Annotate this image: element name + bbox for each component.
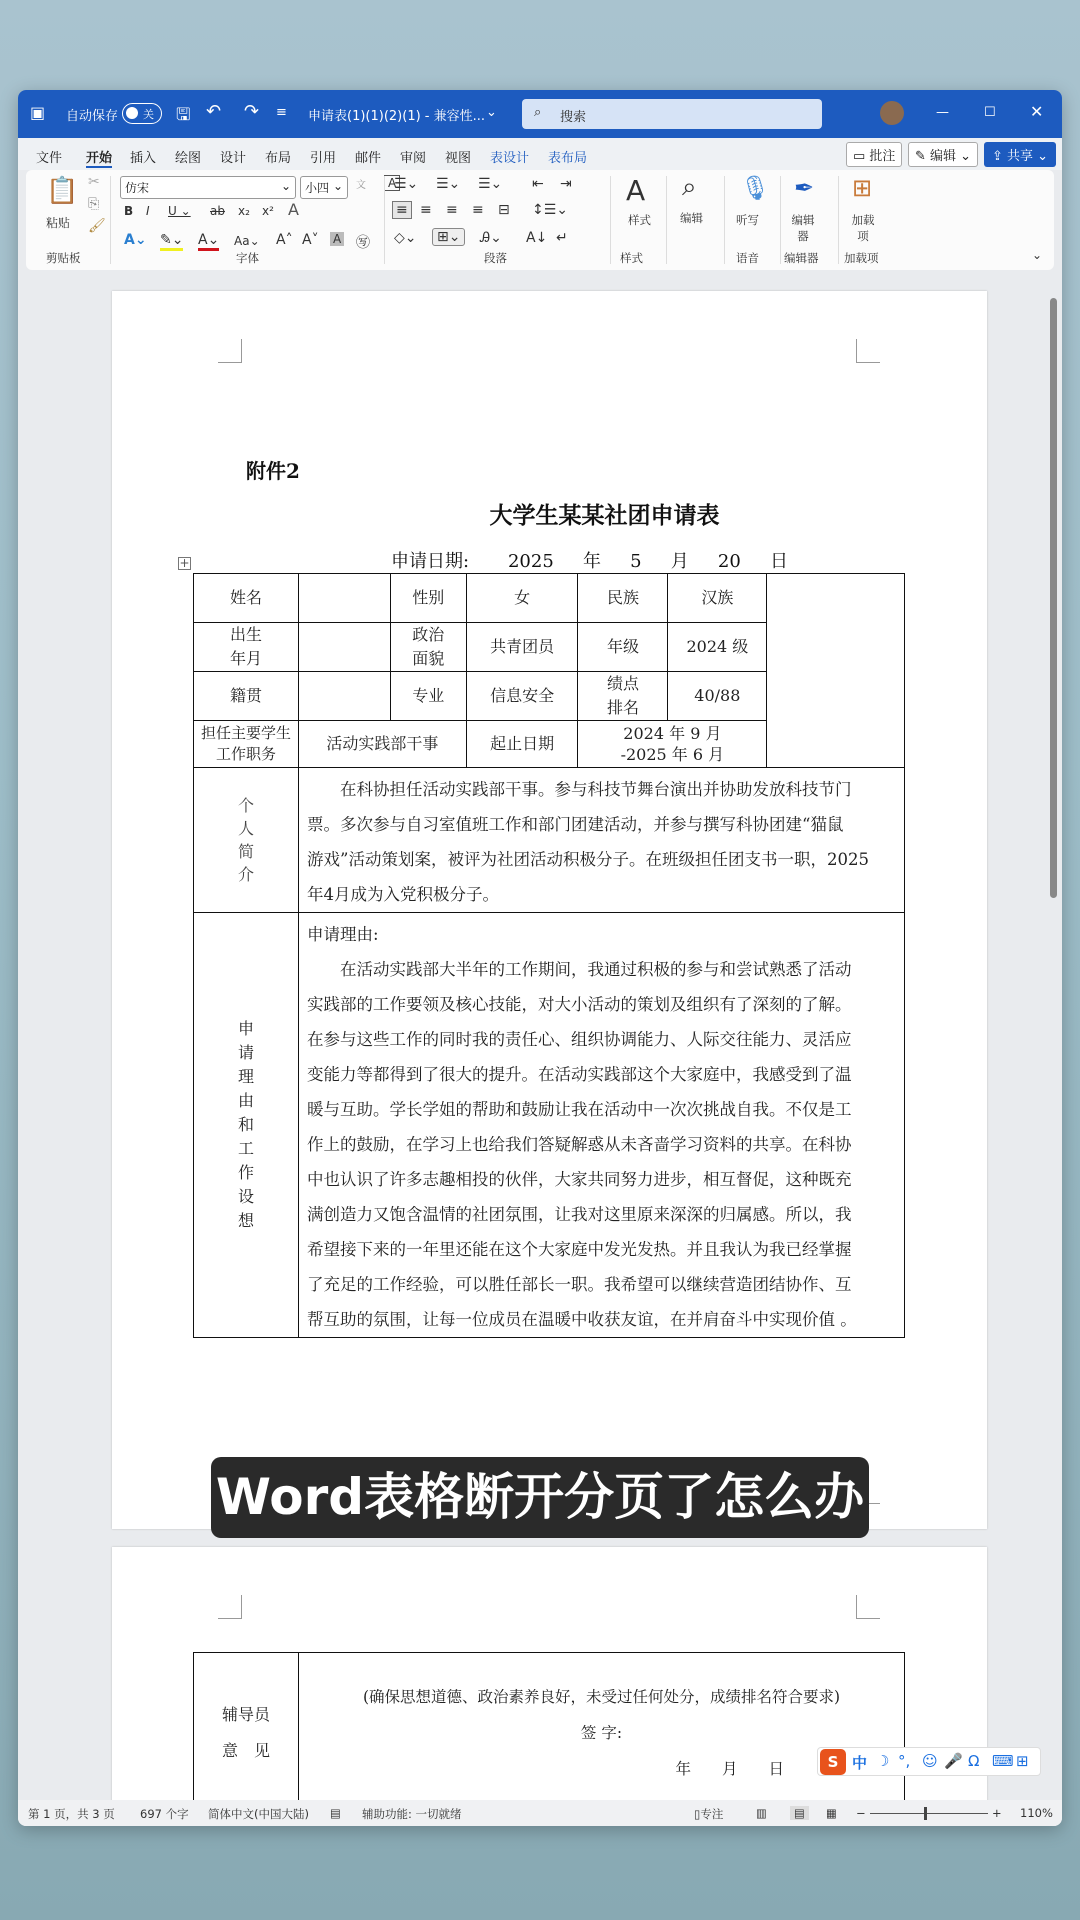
word-logo-icon: ▣ [30,103,46,122]
align-left-icon[interactable]: ≡ [392,201,412,219]
gender-value[interactable]: 女 [466,574,578,623]
ribbon [26,170,1054,270]
asian-layout-icon[interactable]: Ꭿ⌄ [480,230,502,246]
tab-insert[interactable]: 插入 [130,151,157,166]
text-line: 帮互助的氛围，让每一位成员在温暖中收获友谊，在并肩奋斗中实现价值 。 [307,1310,857,1329]
dictate-button[interactable]: 听写 [736,213,759,227]
autosave-label: 自动保存 [66,109,119,124]
tab-review[interactable]: 审阅 [400,151,427,166]
photo-cell[interactable] [767,574,905,768]
counselor-table [193,1652,905,1813]
zoom-slider-thumb[interactable] [924,1807,927,1820]
focus-button[interactable]: ▯专注 [694,1807,724,1821]
web-layout-icon[interactable]: ▦ [826,1806,837,1820]
text-line: 票。多次参与自习室值班工作和部门团建活动，并参与撰写科协团建“猫鼠 [307,815,844,834]
group-font-label: 字体 [236,251,259,265]
table-move-handle-icon[interactable]: + [179,556,190,570]
print-layout-icon[interactable]: ▤ [790,1806,809,1820]
avatar[interactable] [880,101,904,125]
editing-button[interactable]: 编辑 [680,211,703,225]
grow-font-icon[interactable]: A˄ [276,232,293,248]
tab-view[interactable]: 视图 [445,151,472,166]
minimize-icon[interactable]: — [936,105,949,120]
zoom-slider[interactable] [870,1813,988,1814]
tab-home[interactable]: 开始 [86,147,112,168]
video-subtitle: Word表格断开分页了怎么办 [211,1457,869,1538]
superscript-icon[interactable]: x² [262,204,274,218]
show-marks-icon[interactable]: ↵ [556,230,568,246]
bold-icon[interactable]: B [124,204,134,218]
editor-button[interactable]: 编辑器 [791,213,815,243]
find-icon[interactable]: ⌕ [682,172,697,202]
collapse-ribbon-icon[interactable]: ⌄ [1032,248,1043,262]
align-center-icon[interactable]: ≡ [420,202,432,218]
text-line: 变能力等都得到了很大的提升。在活动实践部这个大家庭中，我感受到了温 [307,1065,852,1084]
group-paragraph-label: 段落 [484,251,507,265]
text-line: 了充足的工作经验，可以胜任部长一职。我希望可以继续营造团结协作、互 [307,1275,852,1294]
numbering-icon[interactable]: ☰⌄ [436,176,461,192]
ethnicity-value[interactable]: 汉族 [668,574,767,623]
vertical-scrollbar[interactable] [1047,288,1059,1798]
tab-file[interactable]: 文件 [36,151,63,166]
hometown-value[interactable] [299,672,391,721]
zoom-in-icon[interactable]: + [992,1806,1002,1820]
status-bar [18,1800,1062,1826]
change-case-icon[interactable]: Aa⌄ [234,234,260,248]
distributed-icon[interactable]: ⊟ [498,202,510,218]
decrease-indent-icon[interactable]: ⇤ [532,176,544,192]
search-placeholder: 搜索 [560,110,587,125]
subscript-icon[interactable]: x₂ [238,204,250,218]
attachment-label: 附件2 [246,459,300,483]
share-button[interactable]: ⇪ 共享 ⌄ [984,142,1056,167]
editing-mode-button[interactable]: ✎ 编辑 ⌄ [908,142,978,167]
bullets-icon[interactable]: ☰⌄ [394,176,419,192]
font-size-select[interactable]: 小四 ⌄ [300,176,348,199]
label-reason: 申请理由和工作设想 [194,913,299,1338]
text-line: 游戏”活动策划案，被评为社团活动积极分子。在班级担任团支书一职，2025 [307,850,869,869]
maximize-icon[interactable]: ☐ [984,105,996,120]
comments-button[interactable]: ▭ 批注 [846,142,902,167]
sogou-logo-icon[interactable]: S [820,1749,846,1775]
format-painter-icon[interactable]: 🖌 [88,218,106,234]
toolbox-icon[interactable]: ⊞ [1016,1752,1029,1770]
signature-date: 年 月 日 [675,1759,784,1778]
underline-icon[interactable]: U ⌄ [168,204,191,218]
tab-layout[interactable]: 布局 [265,151,292,166]
label-grade: 年级 [578,623,668,672]
text-line: 暖与互助。学长学姐的帮助和鼓励让我在活动中一次次挑战自我。不仅是工 [307,1100,852,1119]
shrink-font-icon[interactable]: A˅ [302,232,319,248]
text-line: 在活动实践部大半年的工作期间，我通过积极的参与和尝试熟悉了活动 [307,960,852,979]
table-row [194,768,905,913]
emoji-icon[interactable]: ☺ [922,1752,938,1770]
tab-references[interactable]: 引用 [310,151,337,166]
label-period: 起止日期 [466,721,578,768]
political-status-value[interactable]: 共青团员 [466,623,578,672]
character-border-icon[interactable]: A [384,175,400,191]
sort-icon[interactable]: A↓ [526,230,548,246]
tab-draw[interactable]: 绘图 [175,151,202,166]
text-line: 实践部的工作要领及核心技能，对大小活动的策划及组织有了深刻的了解。 [307,995,852,1014]
text-line: 申请理由: [307,925,379,944]
close-icon[interactable]: ✕ [1030,102,1044,121]
page-count[interactable]: 第 1 页，共 3 页 [28,1807,115,1821]
label-counselor: 辅导员 意 见 [194,1653,299,1813]
group-voice-label: 语音 [736,251,759,265]
tab-mailings[interactable]: 邮件 [355,151,382,166]
word-count[interactable]: 697 个字 [140,1807,189,1821]
label-intro: 个人简介 [194,768,299,913]
ime-toolbar[interactable] [817,1747,1041,1776]
autosave-toggle[interactable]: 关 [122,103,162,124]
styles-icon[interactable]: A [626,174,646,207]
font-name-select[interactable]: 仿宋 ⌄ [120,176,296,199]
tab-table-layout[interactable]: 表布局 [548,151,588,166]
counselor-note: (确保思想道德、政治素养良好，未受过任何处分，成绩排名符合要求) [362,1687,841,1706]
document-title: 大学生某某社团申请表 [489,502,720,529]
phonetic-guide-icon[interactable]: 文 [356,180,366,191]
label-gpa-rank: 绩点排名 [578,672,668,721]
application-date: 申请日期: 2025 年 5 月 20 日 [391,551,788,572]
justify-icon[interactable]: ≡ [472,202,484,218]
accessibility-status[interactable]: 辅助功能: 一切就绪 [362,1807,462,1821]
label-major: 专业 [390,672,466,721]
label-position: 担任主要学生工作职务 [194,721,299,768]
counselor-opinion[interactable] [299,1653,905,1813]
shading-icon[interactable]: ◇⌄ [394,230,417,246]
reason-text[interactable] [299,913,905,1338]
text-effects-icon[interactable]: A⌄ [124,232,147,248]
highlight-icon[interactable]: ✎⌄ [160,232,183,251]
group-addins-label: 加载项 [844,251,879,265]
special-symbol-icon[interactable]: Ω [968,1752,980,1770]
scrollbar-thumb[interactable] [1050,298,1057,898]
document-title[interactable]: 申请表(1)(1)(2)(1) - 兼容性... [308,109,486,124]
table-row [194,913,905,1338]
gpa-rank-value[interactable]: 40/88 [668,672,767,721]
editor-icon[interactable]: ✒ [794,174,815,202]
paste-icon[interactable]: 📋 [46,176,79,206]
period-value[interactable]: 2024 年 9 月 -2025 年 6 月 [578,721,767,768]
text-line: 作上的鼓励，在学习上也给我们答疑解惑从未吝啬学习资料的共享。在科协 [307,1135,852,1154]
enclose-characters-icon[interactable]: ㊢ [356,235,370,251]
text-line: 在参与这些工作的同时我的责任心、组织协调能力、人际交往能力、灵活应 [307,1030,852,1049]
addins-button[interactable]: 加载项 [851,213,875,243]
chevron-down-icon[interactable]: ⌄ [486,105,497,120]
signature-label: 签 字: [580,1723,623,1742]
customize-qat-icon[interactable]: ≡ [276,105,287,120]
cut-icon[interactable]: ✂ [88,174,100,190]
addins-icon[interactable]: ⊞ [852,174,873,202]
birth-value[interactable] [299,623,391,672]
label-birth: 出生年月 [194,623,299,672]
voice-input-icon[interactable]: 🎤 [944,1752,963,1770]
clear-formatting-icon[interactable]: A [288,200,299,219]
table-row [194,574,905,623]
grade-value[interactable]: 2024 级 [668,623,767,672]
label-political-status: 政治面貌 [390,623,466,672]
group-clipboard-label: 剪贴板 [46,251,81,265]
line-spacing-icon[interactable]: ↕☰⌄ [532,202,569,218]
chinese-mode-icon[interactable]: 中 [852,1754,868,1772]
search-box[interactable] [522,99,822,129]
strikethrough-icon[interactable]: ab [210,204,225,218]
paste-button[interactable]: 粘贴 [46,216,71,230]
keyboard-icon[interactable]: ⌨ [992,1752,1014,1770]
intro-text[interactable] [299,768,905,913]
ribbon-tabs [18,138,1062,170]
label-name: 姓名 [194,574,299,623]
undo-icon[interactable]: ↶ [206,101,222,122]
read-mode-icon[interactable]: ▥ [756,1806,767,1820]
position-value[interactable]: 活动实践部干事 [299,721,467,768]
zoom-level[interactable]: 110% [1020,1806,1053,1820]
borders-icon[interactable]: ⊞⌄ [432,228,465,246]
label-ethnicity: 民族 [578,574,668,623]
redo-icon[interactable]: ↷ [244,101,260,122]
text-line: 年4月成为入党积极分子。 [307,885,500,904]
title-bar [18,90,1062,138]
save-icon[interactable]: 🖫 [176,105,191,125]
multilevel-list-icon[interactable]: ☰⌄ [478,176,503,192]
font-color-icon[interactable]: A⌄ [198,232,219,251]
text-line: 满创造力又饱含温情的社团氛围，让我对这里原来深深的归属感。所以，我 [307,1205,852,1224]
align-right-icon[interactable]: ≡ [446,202,458,218]
increase-indent-icon[interactable]: ⇥ [560,176,572,192]
group-editor-label: 编辑器 [784,251,819,265]
punctuation-icon[interactable]: °, [898,1752,911,1770]
half-width-icon[interactable]: ☽ [876,1752,890,1770]
name-value[interactable] [299,574,391,623]
label-gender: 性别 [390,574,466,623]
tab-table-design[interactable]: 表设计 [490,151,530,166]
character-shading-icon[interactable]: A [330,232,344,246]
italic-icon[interactable]: I [146,204,150,218]
language[interactable]: 简体中文(中国大陆) [208,1807,309,1821]
microphone-icon[interactable]: 🎙 [740,174,771,202]
table-row [194,1653,905,1813]
group-styles-label: 样式 [620,251,643,265]
text-line: 中也认识了许多志趣相投的伙伴，大家共同努力进步，相互督促，这种既充 [307,1170,852,1189]
copy-icon[interactable]: ⎘ [88,196,100,212]
styles-button[interactable]: 样式 [628,213,651,227]
application-table [193,573,905,1338]
search-icon: ⌕ [534,105,542,120]
text-line: 在科协担任活动实践部干事。参与科技节舞台演出并协助发放科技节门 [307,780,852,799]
major-value[interactable]: 信息安全 [466,672,578,721]
zoom-out-icon[interactable]: − [856,1806,866,1820]
document-page-1 [112,291,987,1529]
track-changes-icon[interactable]: ▤ [330,1806,341,1820]
label-hometown: 籍贯 [194,672,299,721]
word-window [18,90,1062,1826]
tab-design[interactable]: 设计 [220,151,247,166]
text-line: 希望接下来的一年里还能在这个大家庭中发光发热。并且我认为我已经掌握 [307,1240,852,1259]
